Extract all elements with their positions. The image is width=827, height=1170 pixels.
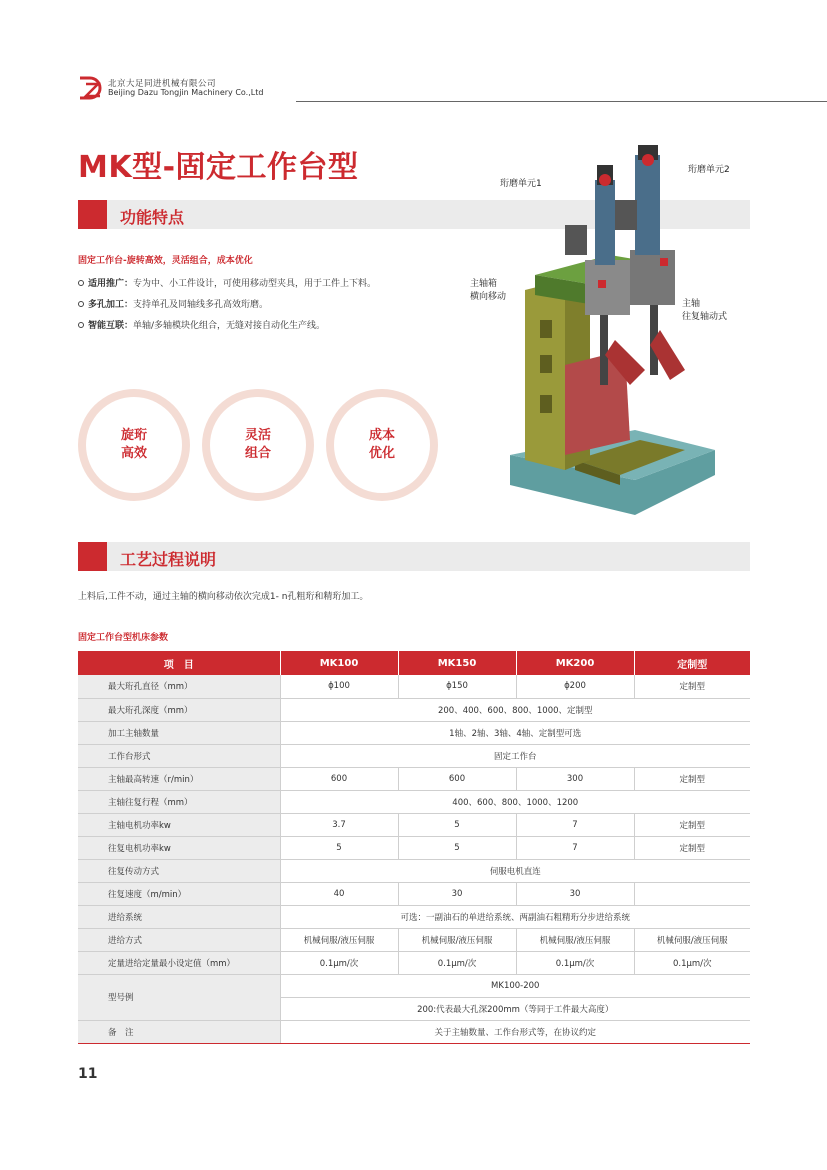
table-row (78, 721, 750, 744)
col-header: 定制型 (634, 651, 750, 675)
table-cell: 5 (398, 836, 516, 859)
table-cell: MK100-200 (280, 974, 750, 997)
table-cell: 200:代表最大孔深200mm（等同于工件最大高度） (280, 997, 750, 1020)
table-cell: 0.1μm/次 (516, 951, 634, 974)
table-cell: ϕ200 (516, 675, 634, 698)
feature-item: 智能互联：单轴/多轴模块化组合，无缝对接自动化生产线。 (78, 318, 325, 331)
table-row (78, 974, 750, 997)
table-cell: 30 (516, 882, 634, 905)
table-cell: 400、600、800、1000、1200 (280, 790, 750, 813)
page-number: 11 (78, 1066, 98, 1082)
row-label: 往复速度（m/min） (78, 882, 280, 905)
feature-item: 多孔加工：支持单孔及同轴线多孔高效珩磨。 (78, 297, 268, 310)
table-cell: 30 (398, 882, 516, 905)
row-label: 工作台形式 (78, 744, 280, 767)
col-header: MK100 (280, 651, 398, 675)
label-honing-unit-2: 珩磨单元2 (688, 165, 730, 175)
section-title-process: 工艺过程说明 (120, 550, 217, 569)
table-cell: 机械伺服/液压伺服 (398, 928, 516, 951)
table-cell: 机械伺服/液压伺服 (516, 928, 634, 951)
row-label: 定量进给定量最小设定值（mm） (78, 951, 280, 974)
table-row (78, 1020, 750, 1043)
table-cell: 5 (280, 836, 398, 859)
table-cell: 定制型 (634, 675, 750, 698)
col-header: MK200 (516, 651, 634, 675)
table-cell: 机械伺服/液压伺服 (280, 928, 398, 951)
col-header: MK150 (398, 651, 516, 675)
feature-circle-label: 成本 优化 (334, 397, 430, 493)
row-label: 进给方式 (78, 928, 280, 951)
table-row (78, 859, 750, 882)
label-honing-unit-1: 珩磨单元1 (500, 179, 542, 189)
table-cell: 0.1μm/次 (280, 951, 398, 974)
feature-item: 适用推广：专为中、小工件设计，可使用移动型夹具，用于工件上下料。 (78, 276, 376, 289)
table-cell: 0.1μm/次 (398, 951, 516, 974)
table-cell: 3.7 (280, 813, 398, 836)
section-marker (78, 200, 107, 229)
table-cell (634, 882, 750, 905)
table-row (78, 813, 750, 836)
header-rule (296, 101, 827, 102)
table-cell: 定制型 (634, 767, 750, 790)
feature-circle-label: 旋珩 高效 (86, 397, 182, 493)
feature-circle (202, 389, 314, 501)
row-label: 最大珩孔深度（mm） (78, 698, 280, 721)
row-label: 往复电机功率kw (78, 836, 280, 859)
table-title: 固定工作台型机床参数 (78, 633, 169, 643)
company-name-en: Beijing Dazu Tongjin Machinery Co.,Ltd (108, 88, 264, 97)
table-cell: 固定工作台 (280, 744, 750, 767)
table-row (78, 882, 750, 905)
row-label: 主轴往复行程（mm） (78, 790, 280, 813)
table-row (78, 836, 750, 859)
bullet-icon (78, 322, 84, 328)
table-cell: 定制型 (634, 836, 750, 859)
table-cell: 40 (280, 882, 398, 905)
page-title: MK型-固定工作台型 (78, 150, 359, 185)
row-label: 往复传动方式 (78, 859, 280, 882)
table-cell: 600 (280, 767, 398, 790)
page-header (78, 74, 827, 104)
feature-circle (326, 389, 438, 501)
row-label: 备 注 (78, 1020, 280, 1043)
feature-circle (78, 389, 190, 501)
bullet-icon (78, 301, 84, 307)
section-title-features: 功能特点 (120, 208, 185, 227)
table-row (78, 698, 750, 721)
table-row (78, 905, 750, 928)
table-cell: 5 (398, 813, 516, 836)
table-cell: 1轴、2轴、3轴、4轴、定制型可选 (280, 721, 750, 744)
table-header-row (78, 651, 750, 675)
table-cell: 0.1μm/次 (634, 951, 750, 974)
company-logo-icon (78, 74, 104, 100)
section-bar-process (78, 542, 750, 571)
features-headline: 固定工作台-旋转高效，灵活组合，成本优化 (78, 256, 253, 266)
table-row (78, 790, 750, 813)
table-cell: ϕ150 (398, 675, 516, 698)
feature-circle-label: 灵活 组合 (210, 397, 306, 493)
company-name-cn: 北京大足同进机械有限公司 (108, 79, 217, 89)
table-row (78, 744, 750, 767)
table-cell: ϕ100 (280, 675, 398, 698)
label-spindle-transverse: 主轴箱 横向移动 (470, 279, 507, 302)
row-label: 加工主轴数量 (78, 721, 280, 744)
row-label: 进给系统 (78, 905, 280, 928)
row-label: 最大珩孔直径（mm） (78, 675, 280, 698)
honing-machine-icon (470, 140, 750, 530)
col-header: 项 目 (78, 651, 280, 675)
table-row (78, 928, 750, 951)
machine-illustration (470, 140, 750, 530)
spec-table (78, 651, 750, 1044)
process-description: 上料后,工件不动，通过主轴的横向移动依次完成1- n孔粗珩和精珩加工。 (78, 592, 369, 602)
table-cell: 定制型 (634, 813, 750, 836)
table-cell: 200、400、600、800、1000、定制型 (280, 698, 750, 721)
row-label: 型号例 (78, 974, 280, 1020)
table-cell: 600 (398, 767, 516, 790)
table-row (78, 767, 750, 790)
table-cell: 7 (516, 836, 634, 859)
table-cell: 关于主轴数量、工作台形式等，在协议约定 (280, 1020, 750, 1043)
table-cell: 300 (516, 767, 634, 790)
label-spindle-reciprocating: 主轴 往复轴动式 (682, 299, 728, 322)
section-marker (78, 542, 107, 571)
row-label: 主轴最高转速（r/min） (78, 767, 280, 790)
table-row (78, 675, 750, 698)
row-label: 主轴电机功率kw (78, 813, 280, 836)
table-cell: 7 (516, 813, 634, 836)
bullet-icon (78, 280, 84, 286)
table-row (78, 951, 750, 974)
table-cell: 可选：一副油石的单进给系统、两副油石粗精珩分步进给系统 (280, 905, 750, 928)
table-cell: 机械伺服/液压伺服 (634, 928, 750, 951)
table-cell: 伺服电机直连 (280, 859, 750, 882)
